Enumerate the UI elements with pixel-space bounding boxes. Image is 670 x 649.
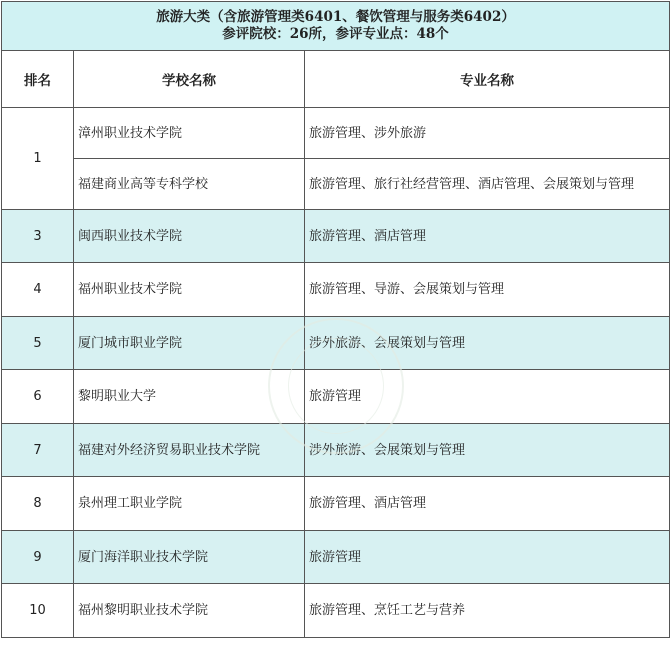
school-cell: 福建商业高等专科学校 — [74, 159, 305, 210]
rank-cell: 4 — [2, 263, 74, 317]
school-cell: 漳州职业技术学院 — [74, 108, 305, 159]
title-line-2: 参评院校：26所，参评专业点：48个 — [222, 26, 449, 42]
ranking-table — [1, 1, 670, 638]
school-cell: 黎明职业大学 — [74, 370, 305, 424]
rank-cell: 1 — [2, 108, 74, 210]
table-row — [2, 477, 670, 531]
major-cell: 旅游管理、酒店管理 — [305, 477, 670, 531]
rank-cell: 5 — [2, 317, 74, 370]
table-row — [2, 317, 670, 370]
school-cell: 福州黎明职业技术学院 — [74, 584, 305, 638]
rank-cell: 10 — [2, 584, 74, 638]
table-row — [2, 263, 670, 317]
table-title — [2, 2, 670, 51]
school-cell: 福建对外经济贸易职业技术学院 — [74, 424, 305, 477]
table-row — [2, 531, 670, 584]
table-row — [2, 424, 670, 477]
major-cell: 旅游管理、旅行社经营管理、酒店管理、会展策划与管理 — [305, 159, 670, 210]
major-cell: 旅游管理 — [305, 370, 670, 424]
header-rank: 排名 — [2, 51, 74, 108]
school-cell: 闽西职业技术学院 — [74, 210, 305, 263]
table-row — [2, 584, 670, 638]
major-cell: 旅游管理、烹饪工艺与营养 — [305, 584, 670, 638]
major-cell: 旅游管理、酒店管理 — [305, 210, 670, 263]
table-row — [2, 370, 670, 424]
school-cell: 福州职业技术学院 — [74, 263, 305, 317]
rank-cell: 6 — [2, 370, 74, 424]
header-major: 专业名称 — [305, 51, 670, 108]
rank-cell: 3 — [2, 210, 74, 263]
rank-cell: 8 — [2, 477, 74, 531]
table-row — [2, 159, 670, 210]
major-cell: 旅游管理、涉外旅游 — [305, 108, 670, 159]
rank-cell: 9 — [2, 531, 74, 584]
header-school: 学校名称 — [74, 51, 305, 108]
major-cell: 涉外旅游、会展策划与管理 — [305, 317, 670, 370]
table-row — [2, 108, 670, 159]
table-row — [2, 210, 670, 263]
title-line-1: 旅游大类（含旅游管理类6401、餐饮管理与服务类6402） — [156, 9, 515, 25]
school-cell: 泉州理工职业学院 — [74, 477, 305, 531]
major-cell: 旅游管理 — [305, 531, 670, 584]
major-cell: 旅游管理、导游、会展策划与管理 — [305, 263, 670, 317]
school-cell: 厦门城市职业学院 — [74, 317, 305, 370]
school-cell: 厦门海洋职业技术学院 — [74, 531, 305, 584]
rank-cell: 7 — [2, 424, 74, 477]
major-cell: 涉外旅游、会展策划与管理 — [305, 424, 670, 477]
